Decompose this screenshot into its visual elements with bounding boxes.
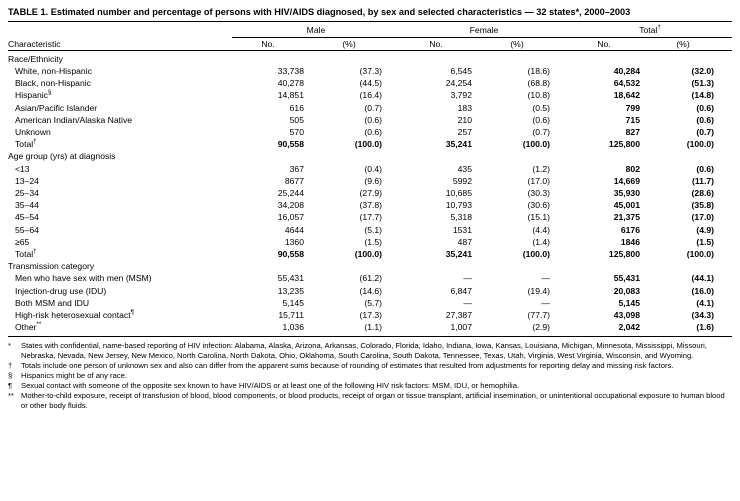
cell-male-pct: (17.3) <box>359 310 382 321</box>
cell-male-pct: (5.7) <box>364 297 382 308</box>
cell-male-pct: (0.6) <box>364 114 382 125</box>
cell-total-pct: (16.0) <box>691 285 714 296</box>
cell-female-no: — <box>463 297 472 308</box>
cell-male-no: 1,036 <box>282 322 304 333</box>
cell-male-pct: (0.6) <box>364 127 382 138</box>
table-row <box>8 321 732 333</box>
section-header-label: Transmission category <box>8 261 95 272</box>
table-row <box>8 285 732 297</box>
row-label-text: Unknown <box>15 127 51 138</box>
footnote-marker: † <box>8 360 13 370</box>
cell-female-no: 27,387 <box>445 310 472 321</box>
row-label-text: High-risk heterosexual contact <box>15 310 131 321</box>
cell-female-pct: — <box>541 297 550 308</box>
column-header-male-no: No. <box>261 38 275 49</box>
cell-male-pct: (5.1) <box>364 224 382 235</box>
column-header-male-pct: (%) <box>342 38 356 49</box>
row-label-text: ≥65 <box>15 236 30 247</box>
cell-female-no: 210 <box>457 114 472 125</box>
group-header-female: Female <box>400 24 568 37</box>
table-row <box>8 126 732 138</box>
cell-male-no: 25,244 <box>277 188 304 199</box>
row-label <box>8 77 232 89</box>
row-label-text: 45–54 <box>15 212 39 223</box>
row-label <box>8 126 232 138</box>
table-title: TABLE 1. Estimated number and percentage of persons with HIV/AIDS diagnosed, by sex and selected characteristics — 32 states*, 2000–2003 <box>8 7 631 17</box>
cell-female-pct: (2.9) <box>532 322 550 333</box>
cell-male-no: 34,208 <box>277 200 304 211</box>
row-label-text: Black, non-Hispanic <box>15 78 91 89</box>
row-label <box>8 321 232 333</box>
footnote <box>8 361 732 371</box>
cell-male-no: 13,235 <box>277 285 304 296</box>
cell-male-pct: (44.5) <box>359 78 382 89</box>
rule-bottom <box>8 336 732 338</box>
cell-total-no: 2,042 <box>618 322 640 333</box>
cell-female-pct: (77.7) <box>527 310 550 321</box>
cell-male-no: 1360 <box>284 236 304 247</box>
row-label <box>8 297 232 309</box>
cell-female-no: — <box>463 273 472 284</box>
column-header-female-pct: (%) <box>510 38 524 49</box>
table-row <box>8 138 732 150</box>
row-label-footnote-marker: ** <box>36 321 42 329</box>
section-header-row <box>8 260 732 272</box>
row-label-text: Injection-drug use (IDU) <box>15 285 107 296</box>
cell-female-pct: (17.0) <box>527 175 550 186</box>
row-label-text: 55–64 <box>15 224 39 235</box>
cell-female-no: 183 <box>457 102 472 113</box>
row-label-text: <13 <box>15 163 30 174</box>
row-label-text: 35–44 <box>15 200 39 211</box>
row-label <box>8 138 232 150</box>
cell-male-no: 40,278 <box>277 78 304 89</box>
cell-male-pct: (100.0) <box>354 249 382 260</box>
cell-total-pct: (11.7) <box>692 175 714 186</box>
cell-female-pct: (10.8) <box>527 90 550 101</box>
footnote-text: Mother-to-child exposure, receipt of transfusion of blood, blood components, or blood products, receipt of organ or tissue transplant, artificial insemination, or unintentional occupational exposure to human blood or other body fluids. <box>21 390 725 410</box>
row-label <box>8 187 232 199</box>
cell-male-pct: (37.3) <box>359 66 382 77</box>
group-header-male: Male <box>232 24 400 37</box>
cell-male-no: 505 <box>289 114 304 125</box>
row-label <box>8 114 232 126</box>
cell-total-pct: (0.6) <box>696 102 714 113</box>
cell-female-pct: (30.3) <box>527 188 550 199</box>
row-label <box>8 272 232 284</box>
cell-female-no: 6,847 <box>450 285 472 296</box>
cell-male-no: 14,851 <box>277 90 304 101</box>
cell-female-no: 1531 <box>452 224 472 235</box>
cell-total-pct: (14.8) <box>691 90 714 101</box>
cell-male-pct: (17.7) <box>359 212 382 223</box>
cell-total-no: 802 <box>625 163 640 174</box>
table-row <box>8 248 732 260</box>
cell-female-pct: (30.6) <box>527 200 550 211</box>
column-header-characteristic: Characteristic <box>8 38 61 49</box>
cell-female-no: 435 <box>457 163 472 174</box>
cell-total-no: 5,145 <box>618 297 640 308</box>
cell-total-pct: (1.6) <box>696 322 714 333</box>
cell-total-no: 18,642 <box>613 90 640 101</box>
row-label-footnote-marker: † <box>33 138 37 146</box>
table-row <box>8 114 732 126</box>
table-row <box>8 199 732 211</box>
cell-total-pct: (28.6) <box>691 188 714 199</box>
section-header-row <box>8 53 732 65</box>
cell-female-pct: (1.2) <box>532 163 550 174</box>
cell-total-no: 43,098 <box>613 310 640 321</box>
group-header-row <box>8 24 732 37</box>
cell-total-no: 1846 <box>620 236 640 247</box>
cell-female-no: 24,254 <box>445 78 472 89</box>
cell-female-pct: (0.5) <box>532 102 550 113</box>
cell-total-pct: (35.8) <box>691 200 714 211</box>
row-label <box>8 175 232 187</box>
row-label <box>8 89 232 101</box>
cell-female-no: 487 <box>457 236 472 247</box>
cell-female-no: 5,318 <box>450 212 472 223</box>
cell-total-no: 125,800 <box>608 139 640 150</box>
cell-female-no: 6,545 <box>450 66 472 77</box>
cell-total-pct: (51.3) <box>691 78 714 89</box>
cell-male-no: 90,558 <box>277 249 304 260</box>
table-row <box>8 187 732 199</box>
row-label <box>8 163 232 175</box>
cell-total-pct: (100.0) <box>686 139 714 150</box>
table-row <box>8 224 732 236</box>
cell-total-pct: (17.0) <box>691 212 714 223</box>
row-label-text: 25–34 <box>15 188 39 199</box>
row-label <box>8 309 232 321</box>
cell-total-pct: (100.0) <box>686 249 714 260</box>
cell-male-no: 55,431 <box>277 273 304 284</box>
cell-male-pct: (14.6) <box>359 285 382 296</box>
row-label-text: Total <box>15 249 34 260</box>
row-label-footnote-marker: ¶ <box>130 309 134 317</box>
cell-male-pct: (0.4) <box>364 163 382 174</box>
cell-total-no: 35,930 <box>613 188 640 199</box>
cell-total-no: 55,431 <box>613 273 640 284</box>
group-header-total-label: Total <box>639 25 658 36</box>
table-row <box>8 175 732 187</box>
cell-male-no: 16,057 <box>277 212 304 223</box>
table-body <box>8 53 732 334</box>
cell-male-no: 367 <box>289 163 304 174</box>
cell-female-no: 10,793 <box>445 200 472 211</box>
group-header-total <box>568 24 732 37</box>
cell-total-pct: (44.1) <box>691 273 714 284</box>
cell-male-pct: (1.5) <box>364 236 382 247</box>
row-label <box>8 199 232 211</box>
row-label-text: Men who have sex with men (MSM) <box>15 273 152 284</box>
cell-total-no: 715 <box>625 114 640 125</box>
cell-female-pct: (100.0) <box>522 249 550 260</box>
cell-total-pct: (4.9) <box>696 224 714 235</box>
row-label-text: 13–24 <box>15 175 39 186</box>
footnote-text: Totals include one person of unknown sex and also can differ from the apparent sums because of rounding of estimates that resulted from adjustments for reporting delay and missing risk factors. <box>21 360 674 370</box>
cell-female-no: 35,241 <box>445 139 472 150</box>
cell-total-pct: (0.7) <box>696 127 714 138</box>
cell-male-no: 5,145 <box>282 297 304 308</box>
cell-total-no: 125,800 <box>608 249 640 260</box>
cell-male-pct: (9.6) <box>364 175 382 186</box>
cell-total-no: 827 <box>625 127 640 138</box>
cell-female-pct: (1.4) <box>532 236 550 247</box>
cell-male-pct: (16.4) <box>359 90 382 101</box>
cell-female-no: 35,241 <box>445 249 472 260</box>
cell-male-pct: (61.2) <box>359 273 382 284</box>
row-label <box>8 102 232 114</box>
cell-male-no: 570 <box>289 127 304 138</box>
cell-total-pct: (4.1) <box>696 297 714 308</box>
cell-total-no: 799 <box>625 102 640 113</box>
cell-female-no: 1,007 <box>450 322 472 333</box>
column-header-total-no: No. <box>597 38 611 49</box>
row-label-text: Asian/Pacific Islander <box>15 102 98 113</box>
cell-male-pct: (100.0) <box>354 139 382 150</box>
footnote-text: States with confidential, name-based reporting of HIV infection: Alabama, Alaska, Arizona, Arkansas, Colorado, Florida, Idaho, Indiana, Iowa, Kansas, Louisiana, Michigan, Minnesota, Mississippi, Missouri, Nebraska, Nevada, New Jersey, New Mexico, North Carolina, North Dakota, Ohio, Oklahoma, South Carolina, South Dakota, Tennessee, Texas, Utah, Virginia, West Virginia, Wisconsin, and Wyoming. <box>21 340 707 360</box>
cell-male-no: 33,738 <box>277 66 304 77</box>
column-header-total-pct: (%) <box>676 38 690 49</box>
cell-female-pct: (19.4) <box>527 285 550 296</box>
cell-female-pct: (15.1) <box>527 212 550 223</box>
row-label <box>8 236 232 248</box>
footnote <box>8 341 732 361</box>
cell-male-pct: (1.1) <box>364 322 382 333</box>
data-table <box>8 21 732 333</box>
footnote-text: Sexual contact with someone of the opposite sex known to have HIV/AIDS or at least one of the following HIV risk factors: MSM, IDU, or hemophilia. <box>21 380 520 390</box>
footnote-text: Hispanics might be of any race. <box>21 370 127 380</box>
row-label-text: American Indian/Alaska Native <box>15 114 133 125</box>
cell-male-no: 15,711 <box>278 310 304 321</box>
cell-total-pct: (0.6) <box>696 114 714 125</box>
row-label-text: Total <box>15 139 34 150</box>
row-label-text: Hispanic <box>15 90 48 101</box>
cell-total-pct: (34.3) <box>691 310 714 321</box>
cell-female-pct: (18.6) <box>527 66 550 77</box>
footnote-marker: § <box>8 370 13 380</box>
table-row <box>8 77 732 89</box>
table-row <box>8 309 732 321</box>
cell-total-no: 64,532 <box>613 78 640 89</box>
table-row <box>8 211 732 223</box>
row-label-footnote-marker: † <box>33 248 37 256</box>
row-label-text: Other <box>15 322 37 333</box>
cell-female-pct: (0.7) <box>532 127 550 138</box>
cell-female-pct: (100.0) <box>522 139 550 150</box>
footnote-marker: * <box>8 340 11 350</box>
section-header-label: Race/Ethnicity <box>8 53 63 64</box>
footnotes <box>8 341 732 411</box>
cell-total-no: 20,083 <box>613 285 640 296</box>
column-header-female-no: No. <box>429 38 443 49</box>
footnote <box>8 391 732 411</box>
section-header-row <box>8 150 732 162</box>
footnote-marker: ¶ <box>8 380 13 390</box>
cell-male-no: 8677 <box>284 175 304 186</box>
table-row <box>8 89 732 101</box>
cell-female-no: 5992 <box>452 175 472 186</box>
cell-female-no: 3,792 <box>450 90 472 101</box>
cell-total-no: 45,001 <box>613 200 640 211</box>
cell-male-no: 90,558 <box>277 139 304 150</box>
cell-total-no: 21,375 <box>613 212 640 223</box>
cell-female-pct: (68.8) <box>527 78 550 89</box>
cell-female-pct: (0.6) <box>532 114 550 125</box>
table-row <box>8 102 732 114</box>
cell-total-no: 14,669 <box>613 175 640 186</box>
table-row <box>8 272 732 284</box>
row-label <box>8 65 232 77</box>
row-label-footnote-marker: § <box>47 89 52 97</box>
row-label <box>8 211 232 223</box>
footnote <box>8 381 732 391</box>
group-header-total-footnote-marker: † <box>657 24 661 32</box>
footnote-marker: ** <box>8 390 14 400</box>
cell-male-pct: (37.8) <box>359 200 382 211</box>
cell-female-pct: (4.4) <box>532 224 550 235</box>
row-label-text: Both MSM and IDU <box>15 297 90 308</box>
section-header-label: Age group (yrs) at diagnosis <box>8 151 116 162</box>
table-row <box>8 65 732 77</box>
cell-male-no: 616 <box>289 102 304 113</box>
footnote <box>8 371 732 381</box>
row-label <box>8 285 232 297</box>
cell-male-no: 4644 <box>284 224 304 235</box>
table-row <box>8 236 732 248</box>
cell-female-no: 257 <box>457 127 472 138</box>
cell-total-pct: (1.5) <box>696 236 714 247</box>
row-label-text: White, non-Hispanic <box>15 66 92 77</box>
cell-male-pct: (27.9) <box>359 188 382 199</box>
cell-total-pct: (32.0) <box>691 66 714 77</box>
row-label <box>8 248 232 260</box>
column-header-row <box>8 37 732 50</box>
cell-total-no: 40,284 <box>613 66 640 77</box>
row-label <box>8 224 232 236</box>
cell-female-pct: — <box>541 273 550 284</box>
cell-male-pct: (0.7) <box>364 102 382 113</box>
cell-total-pct: (0.6) <box>696 163 714 174</box>
table-row <box>8 297 732 309</box>
cell-total-no: 6176 <box>620 224 640 235</box>
table-row <box>8 163 732 175</box>
cell-female-no: 10,685 <box>445 188 472 199</box>
